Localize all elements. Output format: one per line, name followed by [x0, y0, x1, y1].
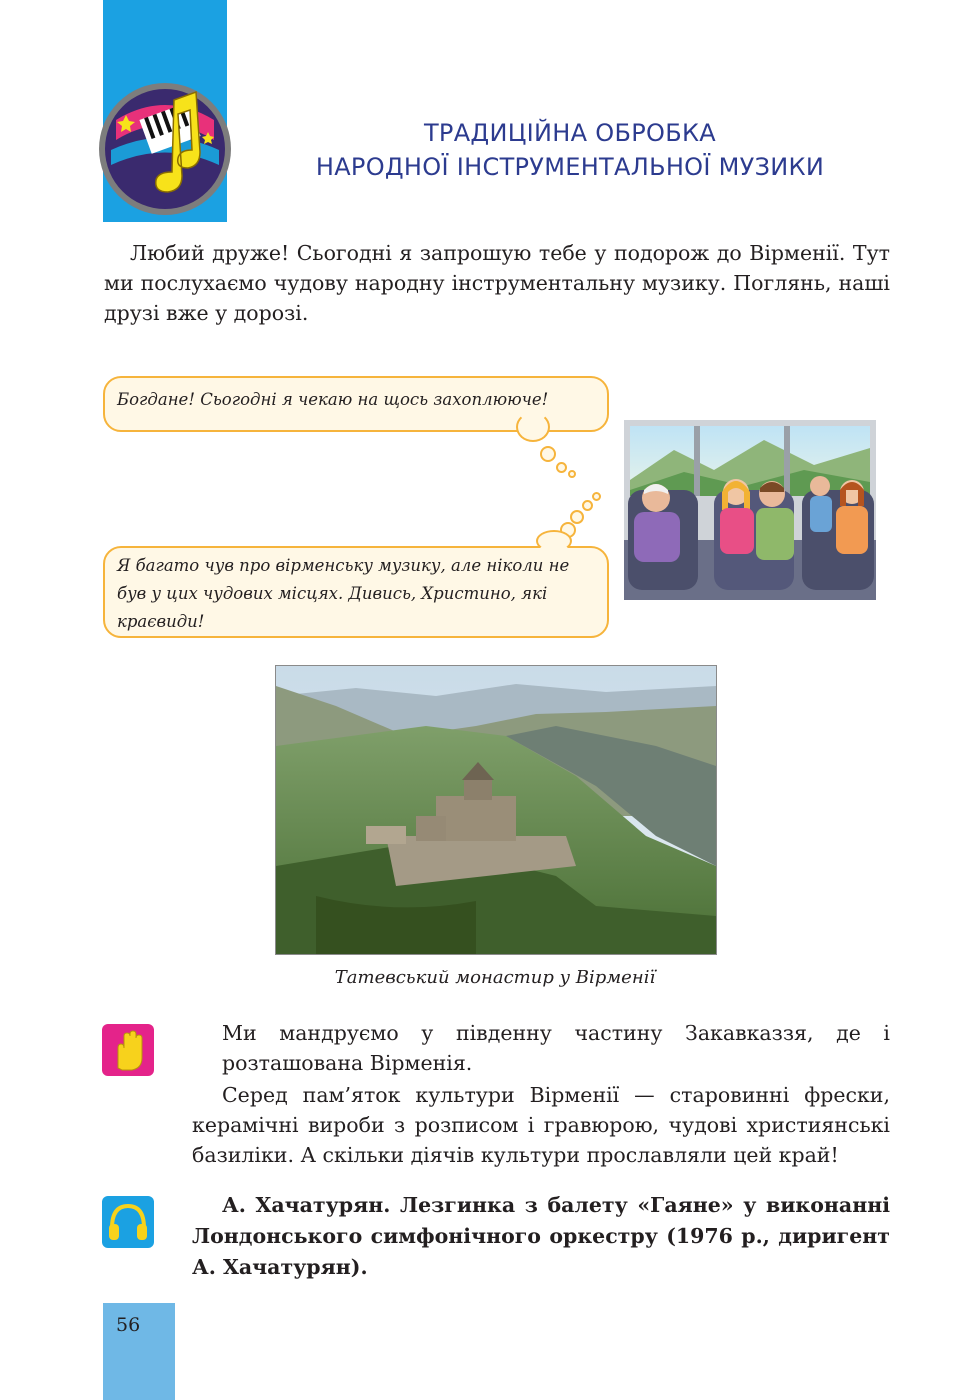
raised-hand-icon [102, 1024, 154, 1076]
title-line-1: ТРАДИЦІЙНА ОБРОБКА [423, 119, 717, 147]
photo-caption: Татевський монастир у Вірменії [334, 967, 656, 988]
info-text-2: Серед пам’яток культури Вірменії — старовинні фрески, керамічні вироби з розписом і гравюрою, чудові християнські базиліки. А скільки діячів культури прославляли цей край! [192, 1083, 890, 1167]
speech-bubble-2-text: Я багато чув про вірменську музику, але ніколи не був у цих чудових місцях. Дивись, Христино, які краєвиди! [117, 556, 570, 631]
intro-text: Любий друже! Сьогодні я запрошую тебе у подорож до Вірменії. Тут ми послухаємо чудову народну інструментальну музику. Поглянь, наші друзі вже у дорозі. [104, 241, 890, 325]
tatev-monastery-photo [275, 665, 717, 955]
thought-dot [516, 412, 550, 442]
thought-dot [592, 492, 601, 501]
bus-travel-illustration [624, 420, 876, 600]
intro-paragraph [104, 238, 890, 328]
info-paragraph-1 [222, 1018, 890, 1078]
thought-dot [570, 510, 584, 524]
title-line-2: НАРОДНОЇ ІНСТРУМЕНТАЛЬНОЇ МУЗИКИ [315, 153, 825, 181]
speech-bubble-2 [103, 546, 609, 638]
page-number: 56 [116, 1314, 141, 1336]
thought-dot [556, 462, 567, 473]
music-notes-piano-icon [96, 80, 234, 218]
thought-dot [568, 470, 576, 478]
thought-dot [536, 530, 572, 552]
listening-text: А. Хачатурян. Лезгинка з балету «Гаяне» у виконанні Лондонського симфонічного оркестру (1976 р., диригент А. Хачатурян). [192, 1193, 890, 1279]
info-paragraph-2 [192, 1080, 890, 1170]
page-title [240, 116, 900, 184]
info-text-1: Ми мандруємо у південну частину Закавказзя, де і розташована Вірменія. [222, 1021, 890, 1075]
speech-bubble-1-text: Богдане! Сьогодні я чекаю на щось захоплююче! [117, 390, 549, 409]
thought-dot [582, 500, 593, 511]
listening-paragraph [192, 1190, 890, 1283]
thought-dot [540, 446, 556, 462]
headphones-icon [102, 1196, 154, 1248]
